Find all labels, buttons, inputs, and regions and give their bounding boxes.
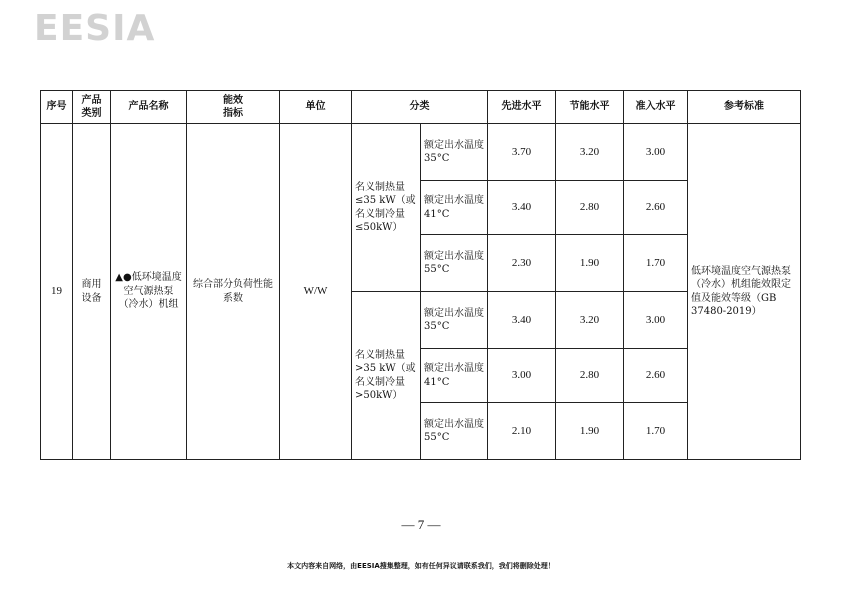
saving-value: 3.20 [556,292,624,349]
header-category: 产品 类别 [73,91,111,124]
header-classification: 分类 [352,91,488,124]
entry-index: 19 [41,124,73,460]
header-index: 序号 [41,91,73,124]
advanced-value: 2.10 [488,403,556,460]
entry-product-name: ▲●低环境温度空气源热泵（冷水）机组 [111,124,187,460]
saving-value: 2.80 [556,349,624,403]
condition-cell: 额定出水温度 41°C [421,349,488,403]
footer-note: 本文内容来自网络，由EESIA搜集整理，如有任何异议请联系我们，我们将删除处理！ [287,562,555,570]
condition-cell: 额定出水温度 55°C [421,235,488,292]
header-access-level: 准入水平 [624,91,688,124]
advanced-value: 3.00 [488,349,556,403]
table-row [41,124,801,181]
entry-reference-standard: 低环境温度空气源热泵（冷水）机组能效限定值及能效等级（GB 37480-2019） [688,124,801,460]
access-value: 3.00 [624,124,688,181]
advanced-value: 3.40 [488,181,556,235]
group-label: 名义制热量≤35 kW（或名义制冷量≤50kW） [352,124,421,292]
access-value: 2.60 [624,181,688,235]
header-unit: 单位 [280,91,352,124]
advanced-value: 3.40 [488,292,556,349]
access-value: 3.00 [624,292,688,349]
saving-value: 1.90 [556,235,624,292]
saving-value: 2.80 [556,181,624,235]
access-value: 2.60 [624,349,688,403]
group-label: 名义制热量>35 kW（或名义制冷量>50kW） [352,292,421,460]
condition-cell: 额定出水温度 35°C [421,292,488,349]
condition-cell: 额定出水温度 55°C [421,403,488,460]
advanced-value: 2.30 [488,235,556,292]
header-product-name: 产品名称 [111,91,187,124]
table-header-row [41,91,801,124]
condition-cell: 额定出水温度 35°C [421,124,488,181]
entry-efficiency-indicator: 综合部分负荷性能系数 [187,124,280,460]
saving-value: 1.90 [556,403,624,460]
entry-unit: W/W [280,124,352,460]
header-reference-standard: 参考标准 [688,91,801,124]
access-value: 1.70 [624,235,688,292]
energy-efficiency-table [40,90,801,460]
header-energy-saving-level: 节能水平 [556,91,624,124]
saving-value: 3.20 [556,124,624,181]
header-efficiency-indicator: 能效 指标 [187,91,280,124]
eesia-logo: EESIA [34,8,156,49]
entry-category: 商用 设备 [73,124,111,460]
advanced-value: 3.70 [488,124,556,181]
header-advanced-level: 先进水平 [488,91,556,124]
condition-cell: 额定出水温度 41°C [421,181,488,235]
page-number: — 7 — [401,517,441,532]
access-value: 1.70 [624,403,688,460]
